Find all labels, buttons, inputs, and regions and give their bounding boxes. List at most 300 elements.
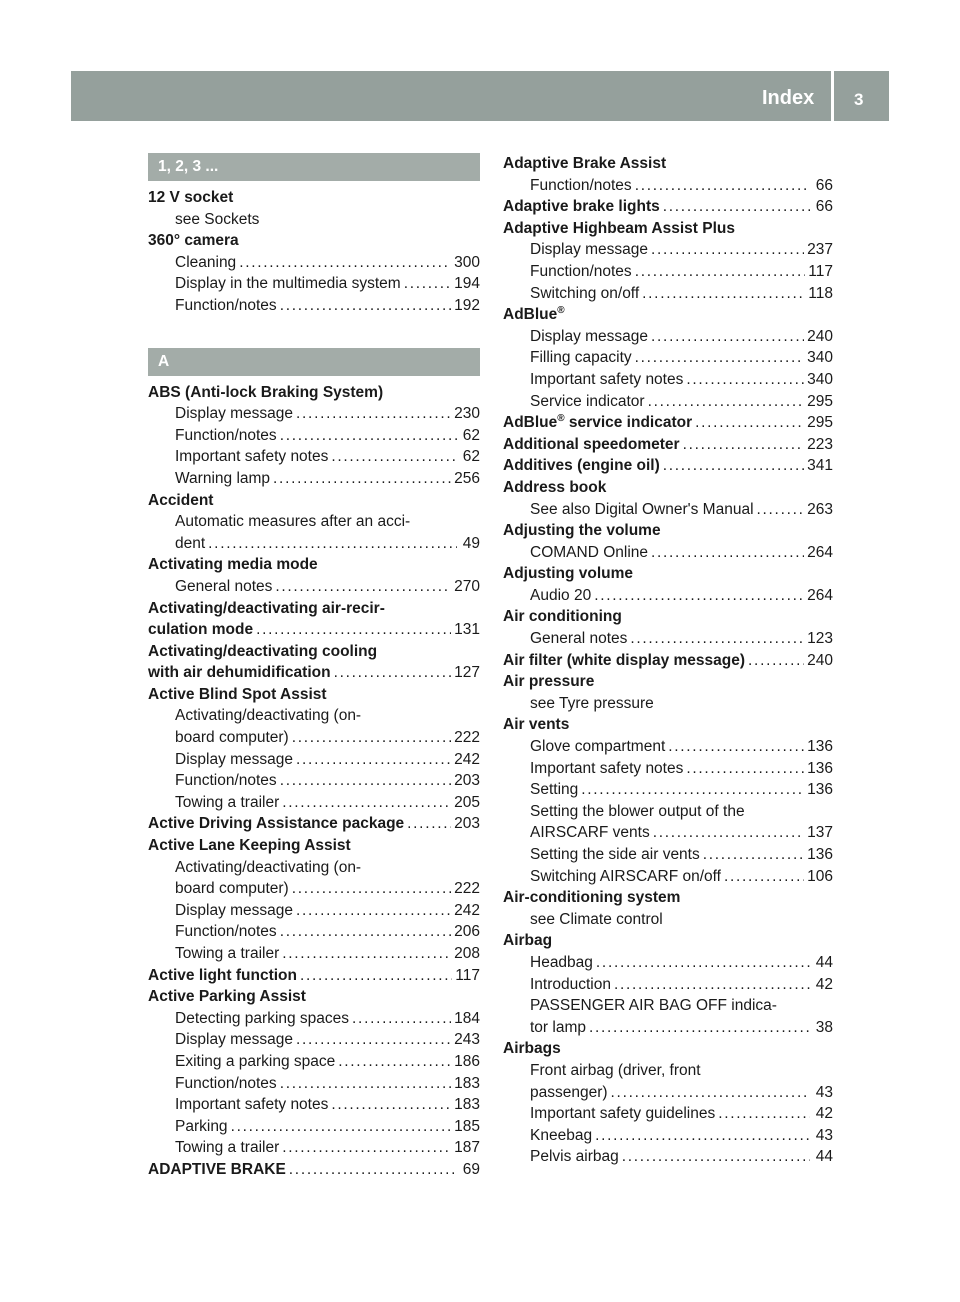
page-ref[interactable]: 183 [454,1096,480,1114]
entry-text: Address book [503,478,607,496]
index-subentry [503,326,833,348]
entry-text: Towing a trailer [175,1139,280,1157]
page-ref[interactable]: 44 [815,953,833,971]
leader-dots [280,1073,451,1095]
entry-text: Exiting a parking space [175,1052,336,1070]
page-ref[interactable]: 66 [815,176,833,194]
entry-text: 360° camera [148,232,239,250]
leader-dots [651,542,804,564]
entry-text: COMAND Online [530,543,648,561]
leader-dots [718,1103,810,1125]
page-ref[interactable]: 240 [807,327,833,345]
index-subentry [148,727,480,749]
entry-text: Audio 20 [530,586,592,604]
leader-dots [757,499,805,521]
leader-dots [404,273,451,295]
entry-text: Important safety notes [530,759,684,777]
index-subentry [503,1017,833,1039]
index-subentry [148,1051,480,1073]
index-subentry [503,1125,833,1147]
entry-text: Air-conditioning system [503,889,681,907]
leader-dots [289,1159,457,1181]
index-entry [503,650,833,672]
page-ref[interactable]: 42 [815,1105,833,1123]
index-subentry [148,576,480,598]
index-entry [503,412,833,434]
entry-text: Active Blind Spot Assist [148,685,327,703]
leader-dots [683,434,805,456]
entry-text: General notes [530,630,628,648]
entry-text: Function/notes [175,296,277,314]
section-heading: 1, 2, 3 ... [148,153,480,181]
entry-text: AdBlue® service indicator [503,412,693,432]
leader-dots [653,822,804,844]
leader-dots [292,727,451,749]
page-number: 3 [854,90,864,109]
leader-dots [703,844,804,866]
page-ref[interactable]: 340 [807,349,833,367]
index-subentry [503,909,833,931]
leader-dots [338,1051,451,1073]
page-ref[interactable]: 131 [454,621,480,639]
page-ref[interactable]: 136 [807,759,833,777]
entry-text: Display in the multimedia system [175,275,401,293]
index-column-left [148,153,480,1181]
index-subentry [148,295,480,317]
index-subentry [148,273,480,295]
entry-text: 12 V socket [148,189,234,206]
entry-text: Automatic measures after an acci- [175,513,411,531]
entry-text: General notes [175,577,273,595]
entry-text: ABS (Anti-lock Braking System) [148,383,384,401]
entry-text: Active light function [148,966,297,984]
index-subentry [148,705,480,727]
index-entry [148,230,480,252]
entry-text: Air filter (white display message) [503,651,746,669]
index-subentry [503,693,833,715]
index-entry [148,1159,480,1181]
leader-dots [663,196,810,218]
page-ref[interactable]: 38 [815,1018,833,1036]
index-entry [148,187,480,209]
page-ref[interactable]: 264 [807,543,833,561]
page-ref[interactable]: 295 [807,414,833,432]
entry-text: Kneebag [530,1126,593,1144]
section-heading: A [148,348,480,376]
page-ref[interactable]: 43 [815,1126,833,1144]
leader-dots [630,628,804,650]
leader-dots [695,412,804,434]
index-subentry [503,952,833,974]
leader-dots [296,749,451,771]
leader-dots [296,900,451,922]
index-entry [148,662,480,684]
page-ref[interactable]: 295 [807,392,833,410]
entry-text: Display message [530,241,649,259]
leader-dots [296,1029,451,1051]
entry-text: Function/notes [530,176,632,194]
index-subentry [503,628,833,650]
index-subentry [148,252,480,274]
leader-dots [331,1094,451,1116]
entry-text: Headbag [530,953,593,971]
leader-dots [296,403,451,425]
leader-dots [208,533,457,555]
page-ref[interactable]: 186 [454,1052,480,1070]
page-ref[interactable]: 187 [454,1139,480,1157]
leader-dots [231,1116,452,1138]
index-entry [503,714,833,736]
page-ref[interactable]: 42 [815,975,833,993]
leader-dots [635,261,806,283]
page-ref[interactable]: 117 [808,262,833,280]
leader-dots [668,736,804,758]
index-subentry [148,900,480,922]
leader-dots [407,813,451,835]
leader-dots [292,878,451,900]
leader-dots [239,252,451,274]
index-entry [148,641,480,663]
index-subentry [503,844,833,866]
entry-text: dent [175,534,206,552]
entry-text: Function/notes [175,923,277,941]
entry-text: Pelvis airbag [530,1148,619,1166]
page-ref[interactable]: 206 [454,923,480,941]
leader-dots [663,455,804,477]
index-entry [503,563,833,585]
entry-text: board computer) [175,880,289,898]
index-entry [503,196,833,218]
entry-text: Setting the side air vents [530,846,700,863]
index-entry [503,304,833,326]
entry-text: Additional speedometer [503,435,680,453]
leader-dots [614,974,810,996]
leader-dots [611,1082,810,1104]
index-subentry [148,511,480,533]
page-ref[interactable]: 185 [454,1117,480,1135]
page-ref[interactable]: 183 [454,1074,480,1092]
index-subentry [148,921,480,943]
leader-dots [282,1137,451,1159]
entry-text: Activating/deactivating cooling [148,642,378,660]
page-ref[interactable]: 222 [454,880,480,898]
index-subentry [148,749,480,771]
index-subentry [148,209,480,231]
leader-dots [724,866,804,888]
page-ref[interactable]: 43 [815,1083,833,1101]
leader-dots [651,326,804,348]
entry-text: Display message [175,1031,294,1049]
index-entry [503,153,833,175]
page-ref[interactable]: 222 [454,729,480,747]
entry-text: Important safety notes [175,448,329,466]
leader-dots [648,391,805,413]
index-entry [148,490,480,512]
entry-text: Setting the blower output of the [530,802,745,820]
index-subentry [503,347,833,369]
index-entry [503,455,833,477]
index-entry [148,619,480,641]
entry-text: Parking [175,1117,228,1135]
leader-dots [642,283,805,305]
leader-dots [300,965,452,987]
entry-text: Glove compartment [530,738,666,756]
leader-dots [282,792,451,814]
leader-dots [280,921,451,943]
entry-text: see Tyre pressure [530,694,654,712]
entry-text: Function/notes [530,262,632,280]
page-ref[interactable]: 106 [807,867,833,885]
page-ref[interactable]: 263 [807,500,833,518]
index-subentry [503,801,833,823]
entry-text: Important safety notes [530,370,684,388]
leader-dots [686,369,804,391]
entry-text: Important safety guidelines [530,1105,716,1123]
index-subentry [503,542,833,564]
index-subentry [503,974,833,996]
index-entry [503,434,833,456]
entry-text: Active Driving Assistance package [148,815,405,833]
index-entry [503,218,833,240]
index-subentry [503,585,833,607]
index-subentry [148,1094,480,1116]
page-ref[interactable]: 237 [807,241,833,259]
entry-text: Adaptive Brake Assist [503,155,667,172]
entry-text: Service indicator [530,392,645,410]
index-subentry [503,1103,833,1125]
index-entry [148,554,480,576]
page-ref[interactable]: 243 [454,1031,480,1049]
page-ref[interactable]: 208 [454,945,480,962]
entry-text: Cleaning [175,253,237,271]
entry-text: culation mode [148,621,254,639]
leader-dots [595,1125,810,1147]
entry-text: Additives (engine oil) [503,457,660,475]
page-ref[interactable]: 341 [807,457,833,475]
index-entry [148,835,480,857]
entry-text: Display message [530,327,649,345]
entry-text: tor lamp [530,1018,586,1036]
entry-text: board computer) [175,729,289,747]
index-subentry [503,239,833,261]
entry-text: Display message [175,901,294,919]
leader-dots [275,576,451,598]
entry-text: See also Digital Owner's Manual [530,500,754,518]
page-ref[interactable]: 192 [454,296,480,314]
index-subentry [148,1029,480,1051]
page-ref[interactable]: 270 [454,577,480,595]
entry-text: Detecting parking spaces [175,1009,350,1027]
page-ref[interactable]: 118 [808,284,833,302]
leader-dots [635,347,804,369]
entry-text: Display message [175,750,294,768]
entry-text: Function/notes [175,426,277,444]
index-subentry [148,857,480,879]
entry-text: Function/notes [175,1074,277,1092]
index-subentry [503,261,833,283]
leader-dots [334,662,452,684]
entry-text: Setting [530,781,579,799]
index-entry [148,813,480,835]
leader-dots [282,943,451,965]
page-ref[interactable]: 194 [454,275,480,293]
index-subentry [148,878,480,900]
page-ref[interactable]: 62 [462,426,480,444]
leader-dots [686,758,804,780]
index-entry [503,887,833,909]
page-ref[interactable]: 340 [807,370,833,388]
index-column-right [503,153,833,1168]
index-subentry [148,425,480,447]
index-subentry [503,1082,833,1104]
index-entry [148,965,480,987]
index-subentry [503,736,833,758]
entry-text: Air vents [503,716,570,734]
entry-text: Activating/deactivating (on- [175,707,362,725]
leader-dots [280,770,451,792]
entry-text: Activating media mode [148,556,318,574]
index-subentry [148,1073,480,1095]
page-header-title: Index [762,87,815,109]
entry-text: see Sockets [175,210,260,228]
index-subentry [148,533,480,555]
leader-dots [589,1017,810,1039]
index-subentry [148,1008,480,1030]
page-ref[interactable]: 242 [454,750,480,768]
page-ref[interactable]: 242 [454,901,480,919]
leader-dots [280,295,451,317]
page-ref[interactable]: 230 [454,405,480,423]
entry-text: Function/notes [175,772,277,790]
header-divider [831,71,834,121]
entry-text: Display message [175,405,294,423]
index-subentry [503,995,833,1017]
page-ref[interactable]: 127 [454,664,480,682]
page-ref[interactable]: 62 [462,448,480,466]
index-subentry [148,403,480,425]
entry-text: AIRSCARF vents [530,824,650,842]
entry-text: Adjusting volume [503,565,634,583]
index-subentry [148,468,480,490]
index-entry [148,598,480,620]
entry-text: AdBlue® [503,305,565,324]
index-entry [503,1038,833,1060]
page-ref[interactable]: 137 [807,824,833,842]
entry-text: see Climate control [530,910,663,928]
index-subentry [503,499,833,521]
entry-text: Front airbag (driver, front [530,1061,701,1079]
index-subentry [503,283,833,305]
index-subentry [503,391,833,413]
page-ref[interactable]: 123 [807,630,833,648]
entry-text: Active Parking Assist [148,988,306,1006]
page-ref[interactable]: 69 [462,1160,480,1178]
index-entry [503,930,833,952]
index-subentry [503,758,833,780]
entry-text: Activating/deactivating (on- [175,858,362,876]
entry-text: ADAPTIVE BRAKE [148,1160,286,1178]
index-subentry [503,1146,833,1168]
leader-dots [622,1146,810,1168]
page-ref[interactable]: 66 [815,198,833,216]
entry-text: Switching on/off [530,284,640,302]
page-ref[interactable]: 205 [454,793,480,811]
entry-text: Introduction [530,975,611,993]
entry-text: Accident [148,491,214,509]
index-entry [148,382,480,404]
page-ref[interactable]: 203 [454,815,480,833]
index-subentry [148,943,480,965]
page-ref[interactable]: 44 [815,1148,833,1166]
index-subentry [503,1060,833,1082]
index-subentry [148,792,480,814]
index-entry [503,606,833,628]
leader-dots [273,468,451,490]
page-ref[interactable]: 203 [454,772,480,790]
entry-text: Adaptive brake lights [503,198,660,216]
page-ref[interactable]: 136 [807,846,833,863]
page-ref[interactable]: 300 [454,253,480,271]
page-ref[interactable]: 136 [807,738,833,756]
entry-text: Adjusting the volume [503,522,661,540]
page-ref[interactable]: 240 [807,651,833,669]
leader-dots [635,175,810,197]
entry-text: Important safety notes [175,1096,329,1114]
index-entry [503,477,833,499]
leader-dots [748,650,804,672]
page-ref[interactable]: 264 [807,586,833,604]
leader-dots [596,952,810,974]
page-ref[interactable]: 136 [807,781,833,799]
entry-text: Filling capacity [530,349,632,367]
entry-text: Airbags [503,1040,561,1058]
index-subentry [148,446,480,468]
page-ref[interactable]: 49 [462,534,480,552]
leader-dots [581,779,804,801]
leader-dots [352,1008,451,1030]
page-ref[interactable]: 184 [454,1009,480,1027]
index-subentry [148,770,480,792]
entry-text: Adaptive Highbeam Assist Plus [503,219,735,237]
page-ref[interactable]: 223 [807,435,833,453]
index-subentry [148,1116,480,1138]
leader-dots [651,239,804,261]
index-subentry [503,175,833,197]
entry-text: Towing a trailer [175,793,280,811]
entry-text: Air pressure [503,673,595,691]
entry-text: Warning lamp [175,469,271,487]
entry-text: PASSENGER AIR BAG OFF indica- [530,997,777,1015]
entry-text: Air conditioning [503,608,622,626]
index-entry [503,671,833,693]
page-ref[interactable]: 117 [455,966,480,984]
page-ref[interactable]: 256 [454,469,480,487]
index-subentry [503,369,833,391]
index-subentry [503,822,833,844]
entry-text: Active Lane Keeping Assist [148,837,351,855]
index-subentry [148,1137,480,1159]
entry-text: Activating/deactivating air-recir- [148,599,385,617]
entry-text: Switching AIRSCARF on/off [530,867,721,885]
leader-dots [331,446,457,468]
entry-text: Airbag [503,932,553,950]
index-subentry [503,779,833,801]
leader-dots [256,619,451,641]
leader-dots [280,425,457,447]
leader-dots [594,585,804,607]
index-entry [503,520,833,542]
entry-text: with air dehumidification [148,664,331,682]
